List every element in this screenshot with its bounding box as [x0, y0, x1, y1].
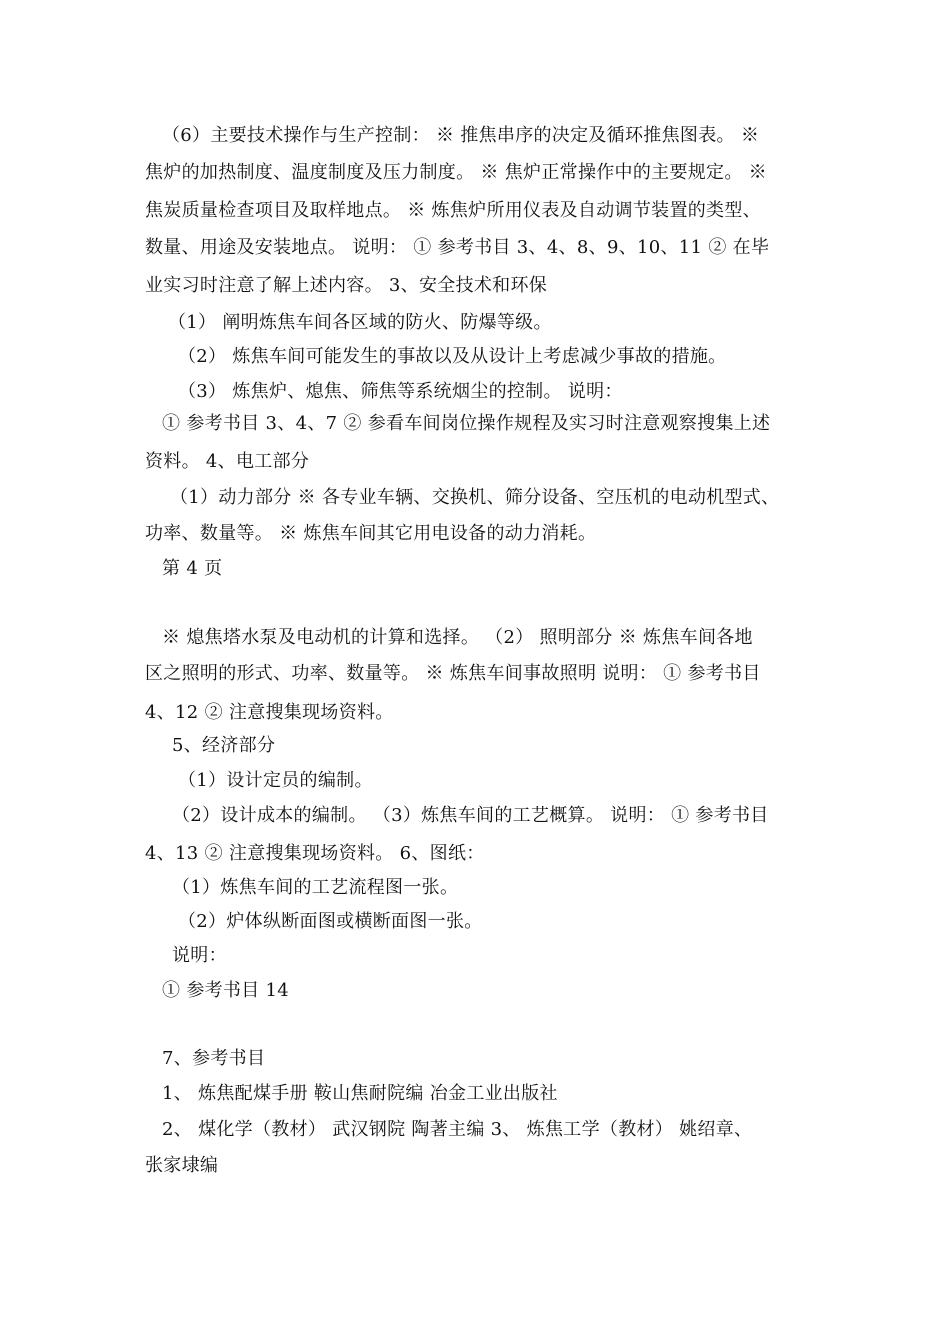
- text-line: （1）炼焦车间的工艺流程图一张。: [172, 877, 459, 898]
- reference-item: 1、 炼焦配煤手册 鞍山焦耐院编 冶金工业出版社: [162, 1083, 558, 1104]
- text-line: （2） 炼焦车间可能发生的事故以及从设计上考虑减少事故的措施。: [178, 346, 727, 367]
- text-line: 功率、数量等。 ※ 炼焦车间其它用电设备的动力消耗。: [145, 523, 597, 544]
- text-line: 说明：: [172, 945, 227, 966]
- text-line: （6）主要技术操作与生产控制： ※ 推焦串序的决定及循环推焦图表。 ※: [162, 125, 760, 146]
- text-line: （2）炉体纵断面图或横断面图一张。: [178, 911, 483, 932]
- reference-item: 2、 煤化学（教材） 武汉钢院 陶著主编 3、 炼焦工学（教材） 姚绍章、: [162, 1119, 753, 1140]
- text-line: ① 参考书目 3、4、7 ② 参看车间岗位操作规程及实习时注意观察搜集上述: [162, 413, 771, 434]
- text-line: 4、12 ② 注意搜集现场资料。: [145, 702, 394, 723]
- text-line: ※ 熄焦塔水泵及电动机的计算和选择。 （2） 照明部分 ※ 炼焦车间各地: [162, 627, 753, 648]
- page-number: 第 4 页: [162, 558, 223, 579]
- text-line: 焦炭质量检查项目及取样地点。 ※ 炼焦炉所用仪表及自动调节装置的类型、: [145, 200, 761, 221]
- text-line: 业实习时注意了解上述内容。 3、安全技术和环保: [145, 275, 548, 296]
- reference-item: 张家埭编: [145, 1155, 219, 1176]
- text-line: （3） 炼焦炉、熄焦、筛焦等系统烟尘的控制。 说明：: [178, 381, 623, 402]
- text-line: （2）设计成本的编制。 （3）炼焦车间的工艺概算。 说明： ① 参考书目: [172, 805, 769, 826]
- text-line: 数量、用途及安装地点。 说明： ① 参考书目 3、4、8、9、10、11 ② 在毕: [145, 237, 770, 258]
- text-line: （1）设计定员的编制。: [178, 770, 373, 791]
- text-line: ① 参考书目 14: [162, 980, 290, 1001]
- text-line: （1）动力部分 ※ 各专业车辆、交换机、筛分设备、空压机的电动机型式、: [170, 487, 780, 508]
- text-line: （1） 阐明炼焦车间各区域的防火、防爆等级。: [168, 312, 552, 333]
- text-line: 4、13 ② 注意搜集现场资料。 6、图纸：: [145, 843, 485, 864]
- text-line: 焦炉的加热制度、温度制度及压力制度。 ※ 焦炉正常操作中的主要规定。 ※: [145, 162, 767, 183]
- section-heading: 5、经济部分: [172, 735, 276, 756]
- text-line: 区之照明的形式、功率、数量等。 ※ 炼焦车间事故照明 说明： ① 参考书目: [145, 663, 761, 684]
- section-heading: 7、参考书目: [162, 1048, 266, 1069]
- text-line: 资料。 4、电工部分: [145, 451, 310, 472]
